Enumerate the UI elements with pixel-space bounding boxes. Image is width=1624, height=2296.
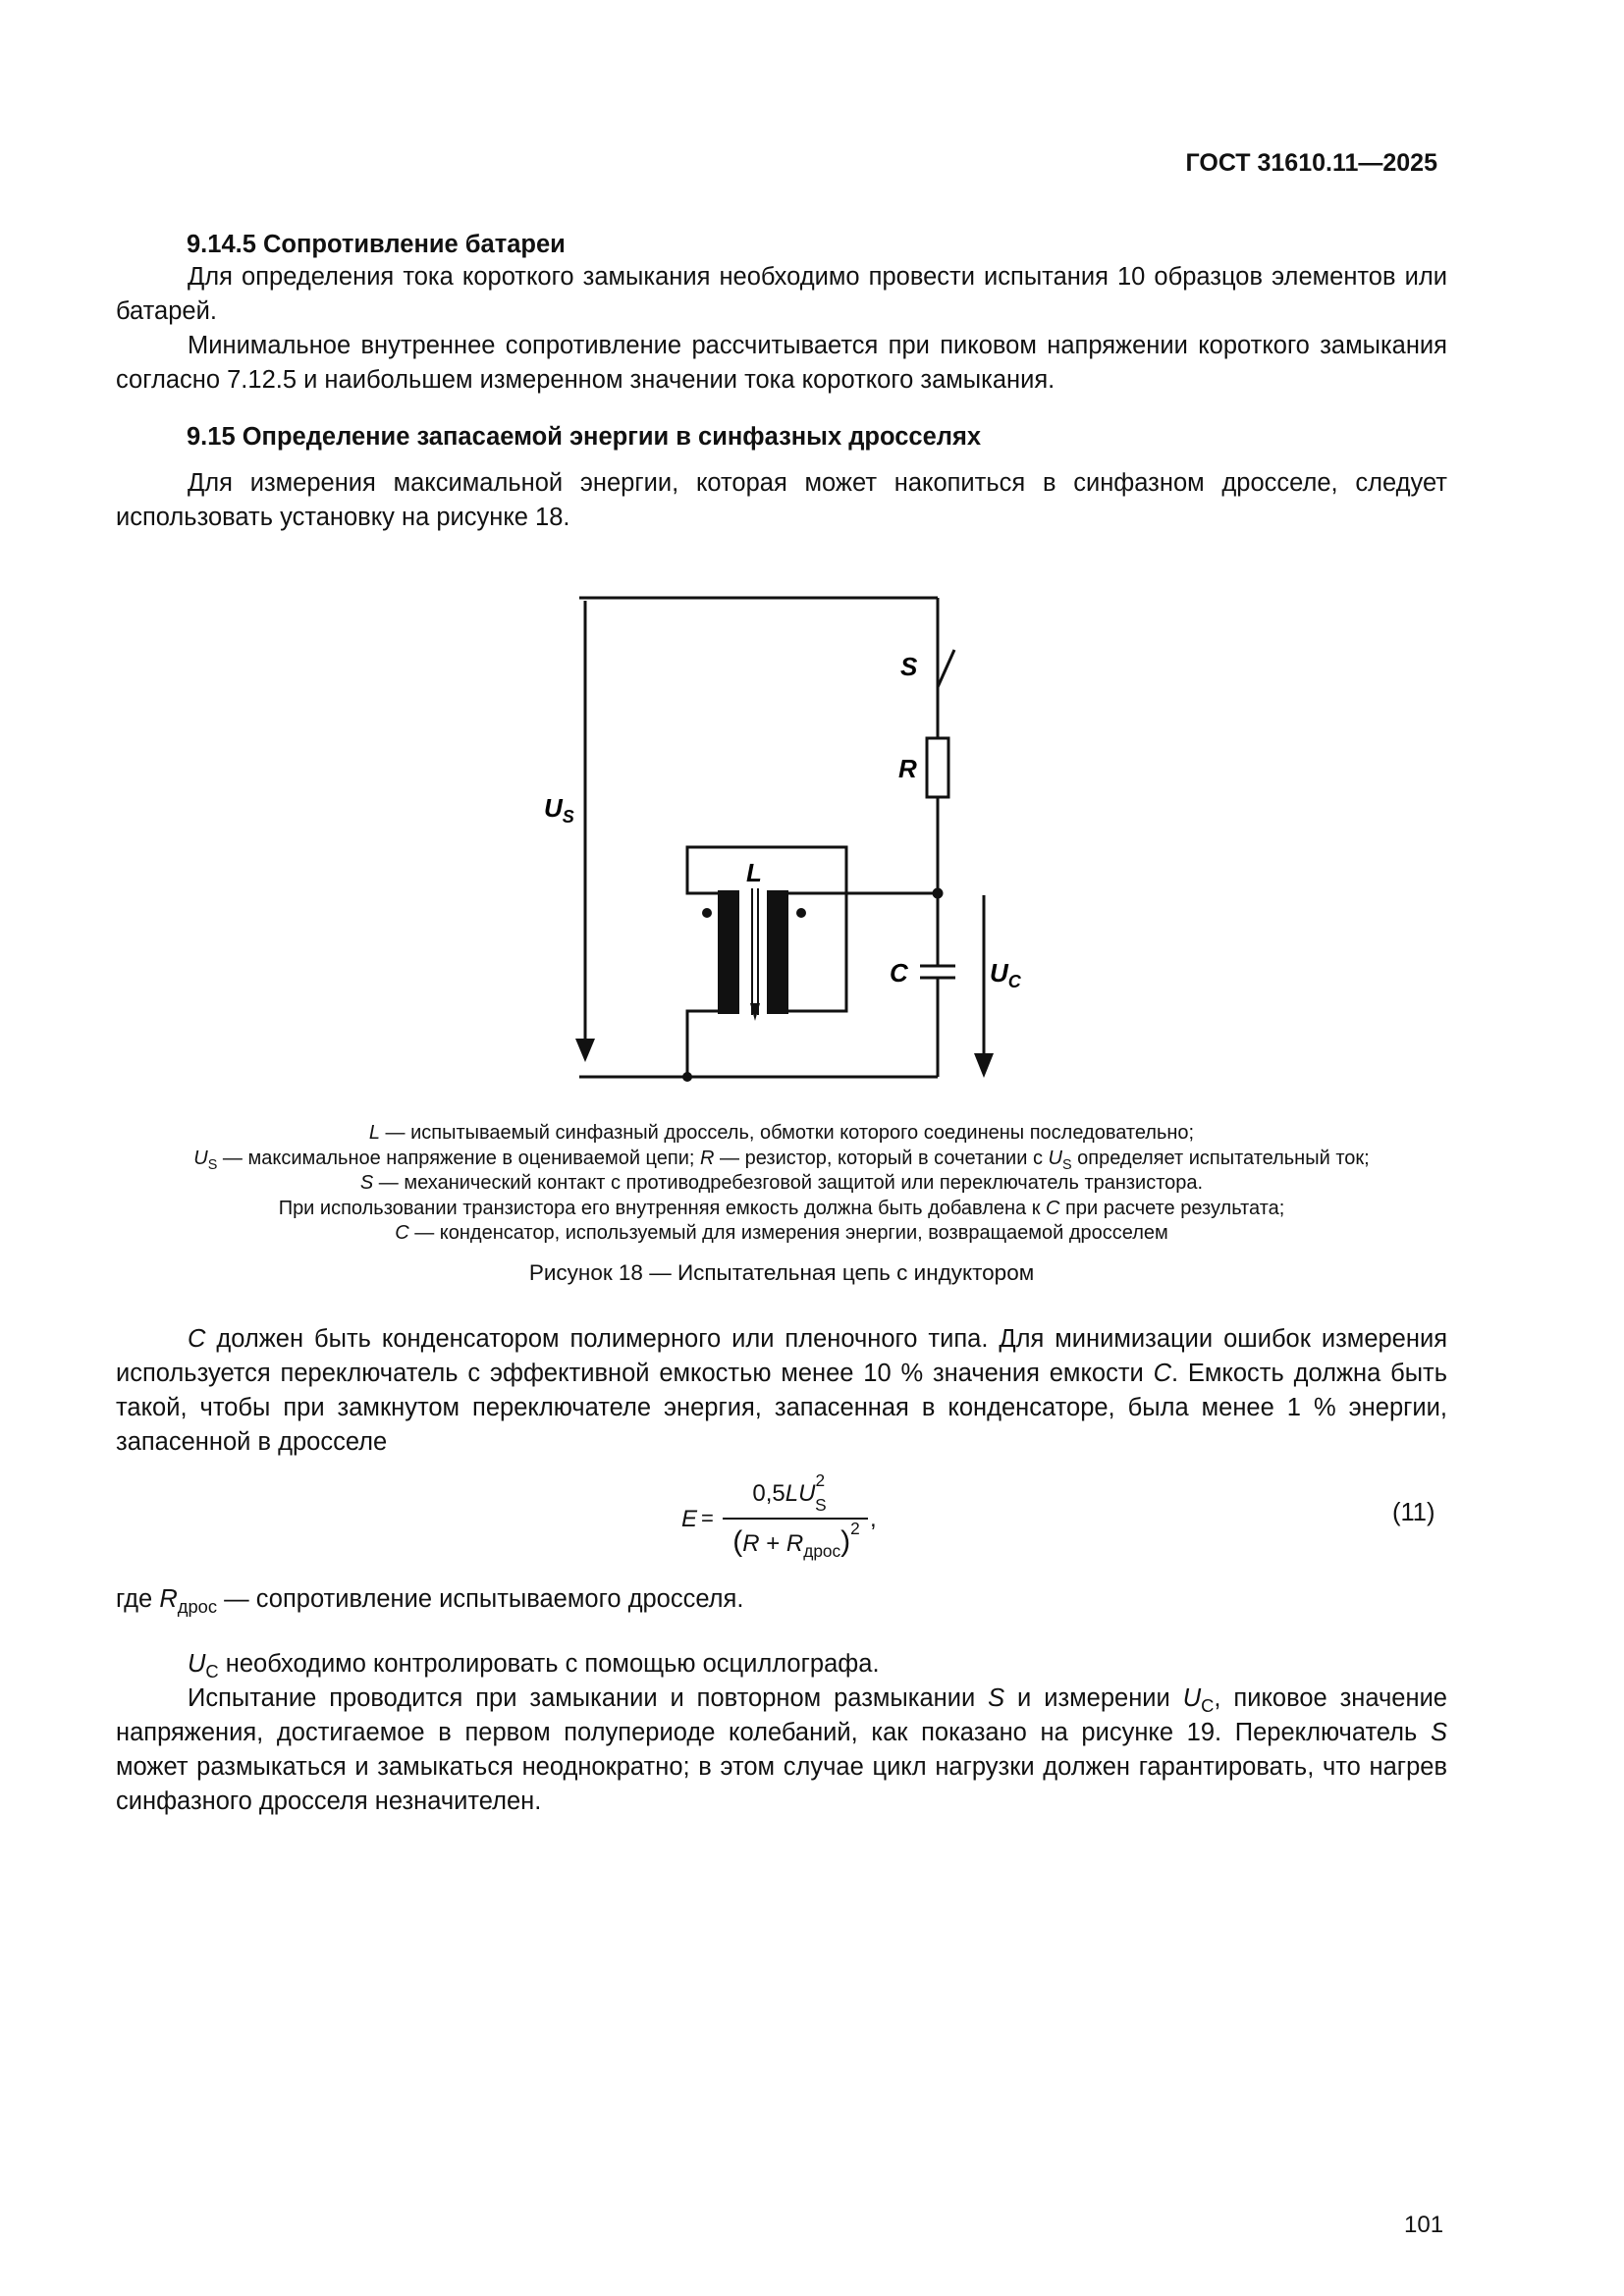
label-us: $U_S$ bbox=[544, 793, 574, 827]
label-l: L bbox=[746, 858, 762, 887]
legend-line: $U_S$ — максимальное напряжение в оцениваемой цепи; R — резистор, который в сочетании с $U_S$ определяет испытательный ток; bbox=[193, 1147, 1370, 1173]
label-r: R bbox=[898, 754, 917, 783]
arrow-uc-head bbox=[974, 1053, 994, 1078]
figure-title: Рисунок 18 — Испытательная цепь с индуктором bbox=[528, 1260, 1035, 1285]
equation-number: (11) bbox=[1392, 1499, 1435, 1526]
legend-line: S — механический контакт с противодребезговой защитой или переключатель транзистора. bbox=[359, 1172, 1204, 1194]
label-s: S bbox=[900, 652, 918, 681]
page-number: 101 bbox=[1404, 2212, 1444, 2238]
document-header: ГОСТ 31610.11—2025 bbox=[1185, 149, 1437, 177]
junction-node-top bbox=[933, 888, 944, 899]
section-heading-9-15: 9.15 Определение запасаемой энергии в синфазных дросселях bbox=[187, 423, 982, 451]
equation-11: E = $0,5LU^2_S$ $(R + R_{дрос})^2$ , bbox=[681, 1470, 877, 1561]
switch-s bbox=[938, 650, 954, 687]
winding-right bbox=[767, 890, 788, 1014]
paragraph: Испытание проводится при замыкании и повторном размыкании S и измерении $U_C$, пиковое значение напряжения, достигаемое в первом полупериоде колебаний, как показано на рисунке 19. Переключатель S может размыкаться и замыкаться неоднократно; в этом случае цикл нагрузки должен гарантировать, что нагрев синфазного дросселя незначителен. bbox=[116, 1684, 1447, 1815]
paragraph: Минимальное внутреннее сопротивление рассчитывается при пиковом напряжении короткого замыкания согласно 7.12.5 и наибольшем измеренном значении тока короткого замыкания. bbox=[116, 332, 1447, 394]
paragraph: C должен быть конденсатором полимерного или пленочного типа. Для минимизации ошибок измерения используется переключатель с эффективной емкостью менее 10 % значения емкости C. Емкость должна быть такой, чтобы при замкнутом переключателе энергия, запасенная в конденсаторе, была менее 1 % энергии, запасенной в дросселе bbox=[116, 1325, 1447, 1456]
section-heading-9-14-5: 9.14.5 Сопротивление батареи bbox=[187, 231, 566, 258]
resistor-r bbox=[927, 738, 948, 797]
legend-line: C — конденсатор, используемый для измерения энергии, возвращаемой дросселем bbox=[395, 1222, 1168, 1244]
equation-numerator: $0,5LU^2_S$ bbox=[752, 1470, 827, 1515]
polarity-dot-right bbox=[796, 908, 806, 918]
junction-node-bottom bbox=[682, 1072, 692, 1082]
paragraph: Для определения тока короткого замыкания необходимо провести испытания 10 образцов элементов или батарей. bbox=[116, 263, 1447, 325]
label-c: C bbox=[890, 958, 908, 988]
paragraph: Для измерения максимальной энергии, которая может накопиться в синфазном дросселе, следует использовать установку на рисунке 18. bbox=[116, 469, 1447, 531]
fraction-bar bbox=[723, 1518, 868, 1520]
paragraph-where: где $R_{дрос}$ — сопротивление испытываемого дросселя. bbox=[116, 1585, 744, 1618]
winding-left bbox=[718, 890, 739, 1014]
legend-line: L — испытываемый синфазный дроссель, обмотки которого соединены последовательно; bbox=[368, 1122, 1195, 1144]
label-uc: $U_C$ bbox=[990, 958, 1021, 991]
polarity-dot-left bbox=[702, 908, 712, 918]
wire-loop-lower bbox=[687, 1011, 718, 1077]
arrow-us-head bbox=[575, 1039, 595, 1062]
equation-denominator: $(R + R_{дрос})^2$ bbox=[732, 1519, 860, 1561]
figure-legend bbox=[116, 1121, 1447, 1247]
paragraph: $U_C$ необходимо контролировать с помощью осциллографа. bbox=[188, 1650, 880, 1682]
legend-line: При использовании транзистора его внутренняя емкость должна быть добавлена к C при расчете результата; bbox=[278, 1197, 1285, 1219]
